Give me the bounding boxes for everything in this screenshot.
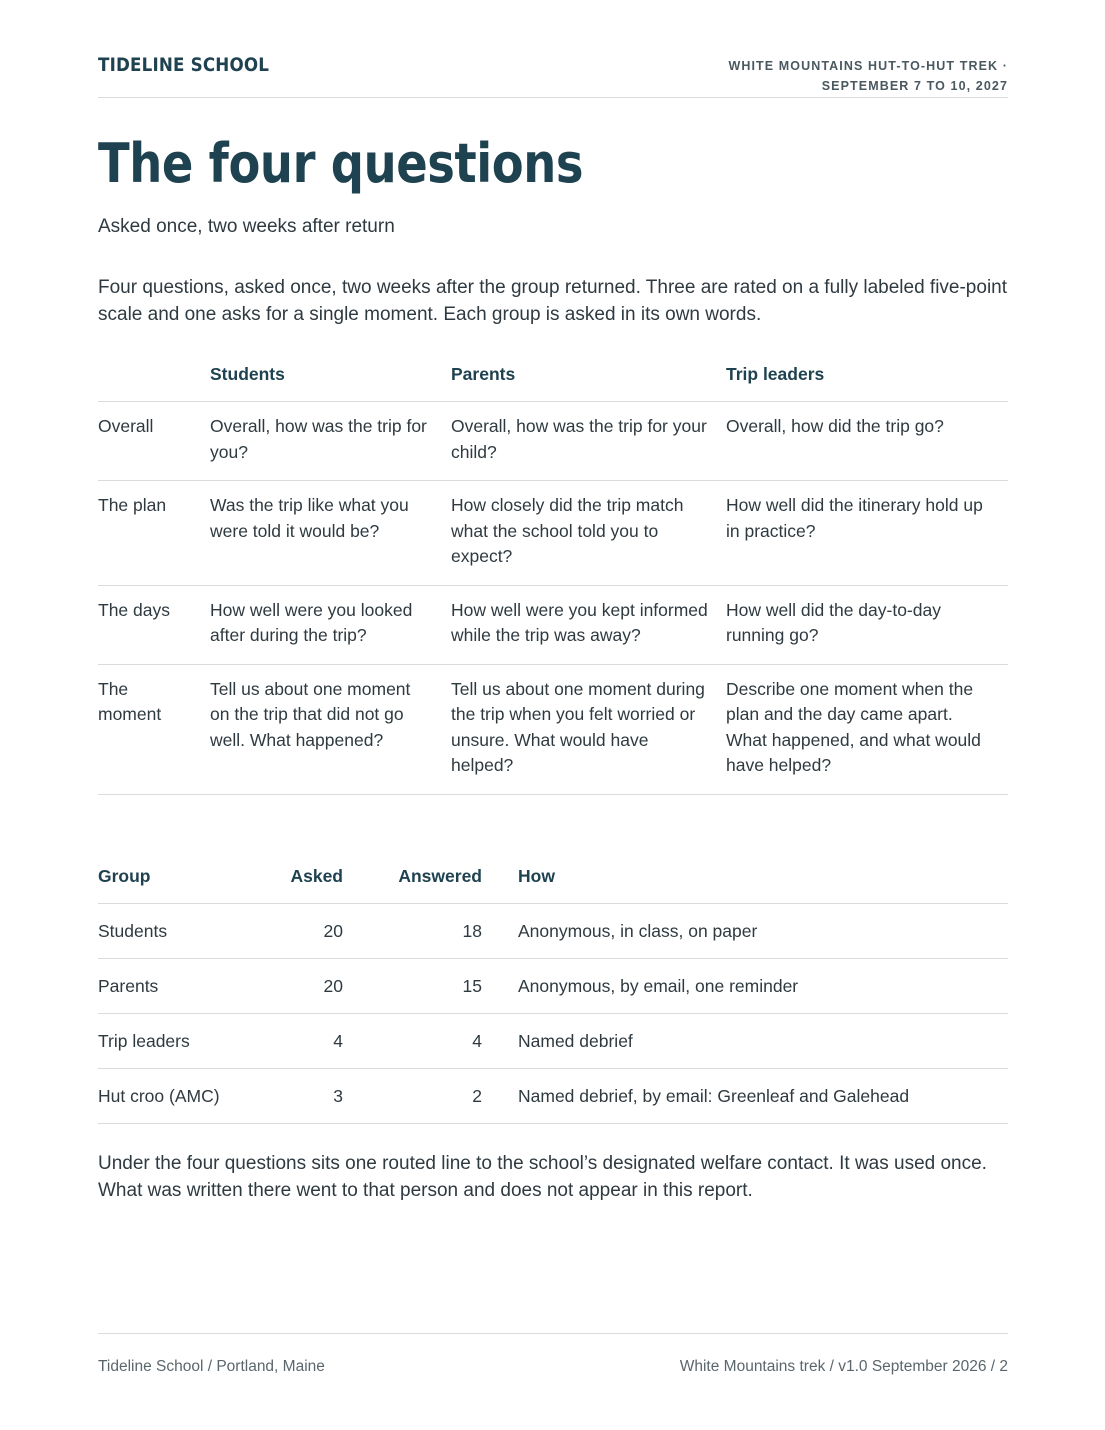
answered-cell: 15 <box>343 959 482 1014</box>
trip-meta <box>728 56 1008 96</box>
row-label: The days <box>98 585 210 664</box>
table-row <box>98 585 1008 664</box>
how-cell: Named debrief, by email: Greenleaf and Galehead <box>482 1069 1008 1124</box>
page <box>98 0 1008 1430</box>
welfare-note: Under the four questions sits one routed line to the school’s designated welfare contact. It was used once. What was written there went to that person and does not appear in this report. <box>98 1153 987 1201</box>
trip-dates: SEPTEMBER 7 TO 10, 2027 <box>821 79 1008 93</box>
column-header-trip-leaders: Trip leaders <box>726 360 1008 402</box>
group-cell: Students <box>98 904 268 959</box>
leaders-question: Describe one moment when the plan and the day came apart. What happened, and what would have helped? <box>726 664 1008 794</box>
column-header-parents: Parents <box>451 360 726 402</box>
column-header-group: Group <box>98 864 268 904</box>
group-cell: Hut croo (AMC) <box>98 1069 268 1124</box>
questions-table <box>98 360 1008 795</box>
footer-school: Tideline School / Portland, Maine <box>98 1358 325 1375</box>
table-row <box>98 1014 1008 1069</box>
column-header-answered: Answered <box>343 864 482 904</box>
school-name: TIDELINE SCHOOL <box>98 54 270 76</box>
row-label: The plan <box>98 481 210 586</box>
leaders-question: How well did the itinerary hold up in practice? <box>726 481 1008 586</box>
row-label: The moment <box>98 664 210 794</box>
leaders-question: Overall, how did the trip go? <box>726 402 1008 481</box>
asked-cell: 20 <box>268 904 343 959</box>
column-header-blank <box>98 360 210 402</box>
students-question: Tell us about one moment on the trip that did not go well. What happened? <box>210 664 451 794</box>
how-cell: Named debrief <box>482 1014 1008 1069</box>
column-header-asked: Asked <box>268 864 343 904</box>
table-row <box>98 481 1008 586</box>
how-cell: Anonymous, in class, on paper <box>482 904 1008 959</box>
table-row <box>98 664 1008 794</box>
students-question: Was the trip like what you were told it would be? <box>210 481 451 586</box>
questions-header-row <box>98 360 1008 402</box>
page-subtitle: Asked once, two weeks after return <box>98 216 395 237</box>
asked-cell: 20 <box>268 959 343 1014</box>
row-label: Overall <box>98 402 210 481</box>
page-footer <box>98 1333 1008 1375</box>
answered-cell: 2 <box>343 1069 482 1124</box>
responses-header-row <box>98 864 1008 904</box>
group-cell: Parents <box>98 959 268 1014</box>
table-row <box>98 402 1008 481</box>
responses-table <box>98 864 1008 1124</box>
intro-paragraph: Four questions, asked once, two weeks after the group returned. Three are rated on a fully labeled five-point scale and one asks for a single moment. Each group is asked in its own words. <box>98 277 1008 325</box>
parents-question: Overall, how was the trip for your child? <box>451 402 726 481</box>
column-header-students: Students <box>210 360 451 402</box>
parents-question: How well were you kept informed while the trip was away? <box>451 585 726 664</box>
answered-cell: 18 <box>343 904 482 959</box>
asked-cell: 3 <box>268 1069 343 1124</box>
how-cell: Anonymous, by email, one reminder <box>482 959 1008 1014</box>
students-question: Overall, how was the trip for you? <box>210 402 451 481</box>
trip-name: WHITE MOUNTAINS HUT-TO-HUT TREK · <box>728 59 1008 73</box>
parents-question: Tell us about one moment during the trip when you felt worried or unsure. What would have helped? <box>451 664 726 794</box>
leaders-question: How well did the day-to-day running go? <box>726 585 1008 664</box>
asked-cell: 4 <box>268 1014 343 1069</box>
students-question: How well were you looked after during the trip? <box>210 585 451 664</box>
table-row <box>98 959 1008 1014</box>
table-row <box>98 904 1008 959</box>
page-title: The four questions <box>98 132 584 195</box>
column-header-how: How <box>482 864 1008 904</box>
page-header <box>98 52 1008 98</box>
footer-version: White Mountains trek / v1.0 September 2026 / 2 <box>679 1358 1008 1375</box>
group-cell: Trip leaders <box>98 1014 268 1069</box>
answered-cell: 4 <box>343 1014 482 1069</box>
table-row <box>98 1069 1008 1124</box>
parents-question: How closely did the trip match what the school told you to expect? <box>451 481 726 586</box>
